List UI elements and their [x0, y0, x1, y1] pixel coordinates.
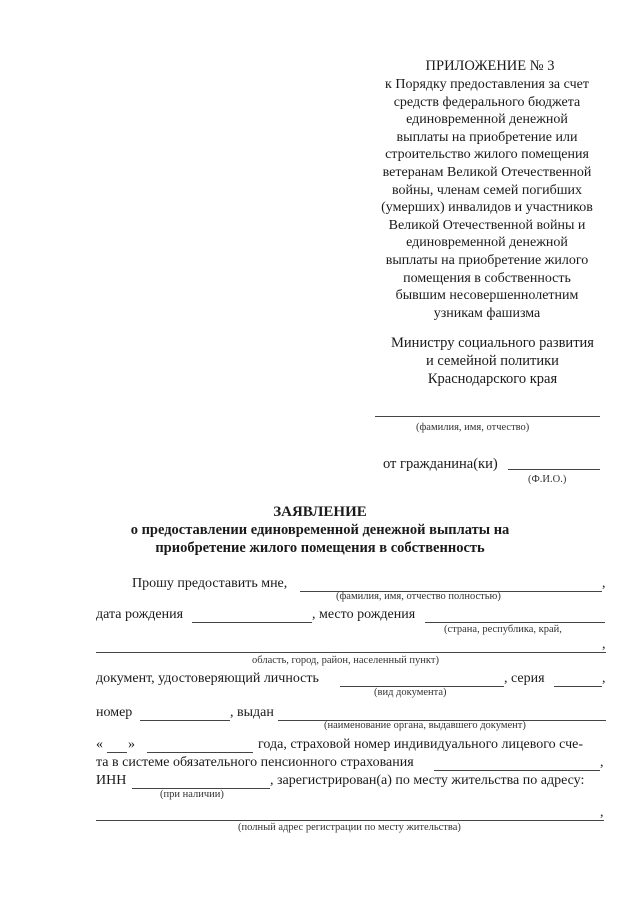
addressee-name-line[interactable]: [375, 416, 600, 417]
appx-lines-line: выплаты на приобретение или: [396, 129, 578, 145]
appx-lines-line: выплаты на приобретение жилого: [385, 253, 589, 268]
document-title: ЗАЯВЛЕНИЕ: [273, 504, 367, 520]
appx-lines-line: помещения в собственность: [403, 270, 571, 286]
registered-text: , зарегистрирован(а) по месту жительства по адресу:: [270, 773, 585, 788]
number-field[interactable]: [140, 720, 230, 721]
birthdate-label: дата рождения: [96, 607, 184, 622]
birthplace-hint-1: (страна, республика, край,: [444, 624, 562, 635]
addr-lines-line: Министру социального развития: [391, 335, 594, 351]
date-quote-close: »: [128, 737, 135, 752]
document-hint: (вид документа): [374, 687, 447, 698]
address-field[interactable]: [96, 820, 604, 821]
appx-lines-line: ветеранам Великой Отечественной: [382, 165, 592, 180]
fullname-hint: (фамилия, имя, отчество полностью): [336, 591, 501, 602]
addr-lines-line: Краснодарского края: [427, 371, 558, 387]
snils-field[interactable]: [434, 770, 600, 771]
date-quote-open: «: [96, 737, 103, 752]
from-label: от гражданина(ки): [383, 456, 498, 472]
appx-lines-line: единовременной денежной: [406, 235, 568, 251]
snils-comma: ,: [600, 755, 604, 770]
year-text: года, страховой номер индивидуального лицевого сче-: [258, 737, 583, 752]
issued-hint: (наименование органа, выдавшего документ): [324, 720, 526, 731]
birthplace-label: , место рождения: [312, 607, 416, 622]
birthplace-field[interactable]: [425, 622, 605, 623]
birthplace-comma: ,: [602, 637, 606, 652]
appx-lines-line: войны, членам семей погибших: [392, 182, 582, 198]
series-comma: ,: [602, 671, 606, 686]
addressee-name-hint: (фамилия, имя, отчество): [416, 422, 530, 433]
inn-hint: (при наличии): [160, 789, 224, 800]
issue-month-field[interactable]: [147, 752, 253, 753]
appx-lines-line: строительство жилого помещения: [385, 147, 589, 163]
addr-lines-line: и семейной политики: [426, 353, 559, 369]
appx-lines-line: бывшим несовершеннолетним: [395, 288, 579, 304]
pension-text: та в системе обязательного пенсионного страхования: [96, 755, 414, 770]
address-comma: ,: [600, 805, 604, 820]
request-comma: ,: [602, 576, 606, 591]
document-subtitle-line1: о предоставлении единовременной денежной выплаты на: [130, 522, 510, 538]
appendix-header: ПРИЛОЖЕНИЕ № 3: [425, 58, 555, 74]
birthplace-hint-2: область, город, район, населенный пункт): [252, 655, 439, 666]
address-hint: (полный адрес регистрации по месту жительства): [238, 822, 461, 833]
issued-label: , выдан: [230, 705, 274, 720]
appx-lines-line: средств федерального бюджета: [393, 94, 581, 110]
series-label: , серия: [504, 671, 545, 686]
inn-label: ИНН: [96, 773, 127, 788]
number-label: номер: [96, 705, 133, 720]
from-name-line[interactable]: [508, 469, 600, 470]
birthdate-field[interactable]: [192, 622, 312, 623]
document-label: документ, удостоверяющий личность: [96, 671, 319, 686]
appx-lines-line: единовременной денежной: [406, 112, 568, 128]
appx-lines-line: к Порядку предоставления за счет: [385, 77, 589, 92]
appx-lines-line: (умерших) инвалидов и участников: [381, 200, 593, 216]
birthplace-field-2[interactable]: [96, 652, 606, 653]
appx-lines-line: узникам фашизма: [433, 305, 541, 321]
from-hint: (Ф.И.О.): [528, 474, 567, 485]
document-subtitle-line2: приобретение жилого помещения в собственность: [155, 540, 485, 556]
issue-day-field[interactable]: [107, 752, 127, 753]
series-field[interactable]: [554, 686, 602, 687]
appx-lines-line: Великой Отечественной войны и: [388, 217, 586, 233]
request-label: Прошу предоставить мне,: [132, 576, 288, 591]
